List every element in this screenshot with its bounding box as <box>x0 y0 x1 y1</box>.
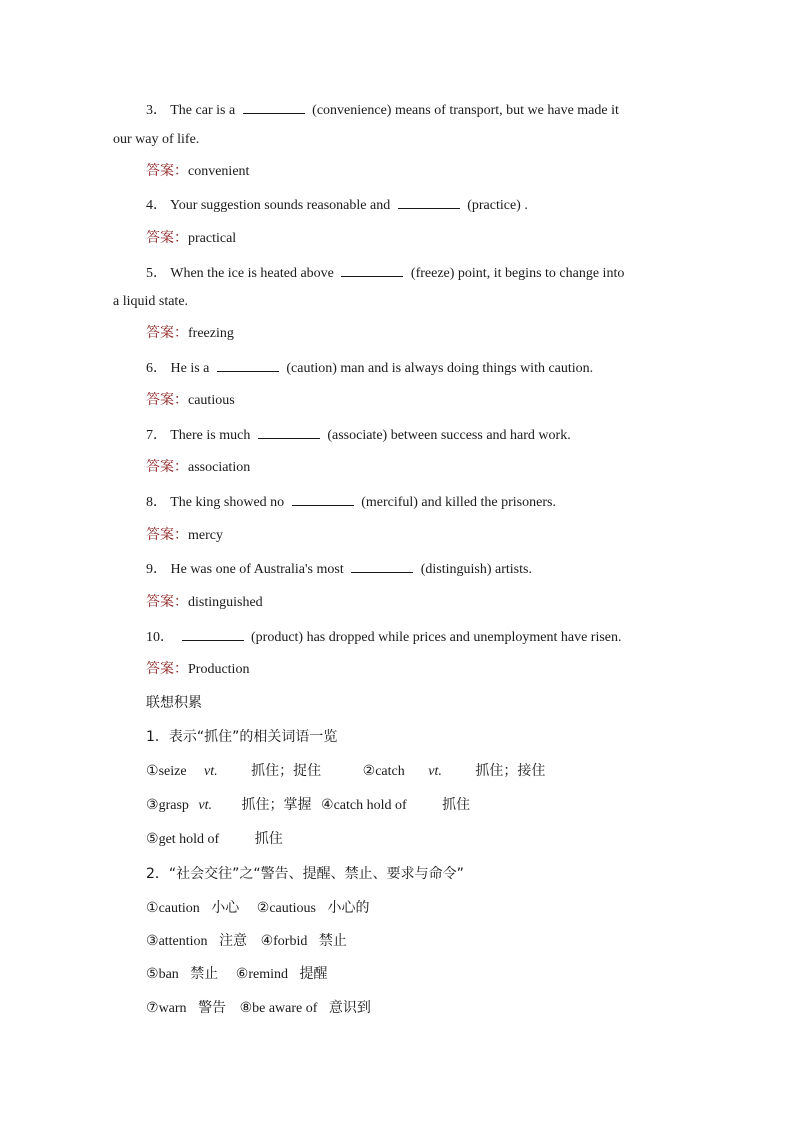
vocab-item <box>146 1001 230 1016</box>
vocab-word: be aware of <box>252 1001 318 1016</box>
vocab-word: seize <box>158 764 187 779</box>
question-hint: (convenience) means of transport, but we have made it <box>312 103 619 118</box>
item-number: ⑤ <box>146 967 159 982</box>
question-number: 4． <box>146 198 167 213</box>
question-number: 10． <box>146 630 174 645</box>
question-text: The king showed no <box>170 495 285 510</box>
vocab-word: get hold of <box>158 832 220 847</box>
answer-blank <box>258 424 320 439</box>
question-hint: (practice) . <box>467 198 528 213</box>
answer-6 <box>146 390 235 411</box>
answer-text: Production <box>188 662 250 677</box>
answer-blank <box>341 262 403 277</box>
part-of-speech: vt. <box>428 764 442 779</box>
question-hint: (associate) between success and hard work. <box>327 428 571 443</box>
vocab-word: caution <box>158 901 200 916</box>
vocab-item <box>321 798 470 813</box>
item-number: ⑤ <box>146 832 159 847</box>
answer-text: cautious <box>188 393 235 408</box>
answer-9 <box>146 592 263 613</box>
question-text-continued: our way of life. <box>113 132 200 147</box>
group2-row-3 <box>146 964 328 985</box>
group1-row-1 <box>146 761 545 782</box>
answer-label: 答案： <box>146 163 188 179</box>
vocab-word: forbid <box>273 934 308 949</box>
group2-row-1 <box>146 898 370 919</box>
answer-8 <box>146 525 223 546</box>
vocab-item <box>146 832 283 847</box>
answer-label: 答案： <box>146 527 188 543</box>
vocab-word: warn <box>158 1001 187 1016</box>
group2-title: 2．“社会交往”之“警告、提醒、禁止、要求与命令” <box>146 866 464 882</box>
answer-label: 答案： <box>146 325 188 341</box>
vocab-meaning: 抓住 <box>442 797 471 813</box>
item-number: ⑥ <box>235 967 249 982</box>
question-hint: (distinguish) artists. <box>420 562 532 577</box>
vocab-item <box>146 901 243 916</box>
group2-row-2 <box>146 931 347 952</box>
question-10 <box>146 626 622 648</box>
vocab-item <box>146 764 325 779</box>
question-5 <box>146 262 624 284</box>
question-9 <box>146 558 532 580</box>
vocab-meaning: 禁止 <box>190 966 219 982</box>
question-text: There is much <box>170 428 251 443</box>
answer-text: distinguished <box>188 595 263 610</box>
question-text: He is a <box>170 361 210 376</box>
answer-blank <box>351 558 413 573</box>
vocab-item <box>236 967 328 982</box>
vocab-word: catch hold of <box>333 798 407 813</box>
question-number: 3． <box>146 103 167 118</box>
question-4 <box>146 194 528 216</box>
vocab-meaning: 意识到 <box>328 1000 371 1016</box>
part-of-speech: vt. <box>198 798 212 813</box>
item-number: ② <box>256 901 270 916</box>
group1-row-2 <box>146 795 470 816</box>
group1-row-3 <box>146 829 283 850</box>
vocab-meaning: 小心的 <box>327 900 370 916</box>
answer-blank <box>217 357 279 372</box>
question-5-continued <box>113 292 188 312</box>
answer-4 <box>146 228 236 249</box>
vocab-word: catch <box>375 764 405 779</box>
vocab-item <box>363 764 546 779</box>
vocab-item <box>240 1001 371 1016</box>
answer-text: mercy <box>188 528 223 543</box>
answer-text: freezing <box>188 326 234 341</box>
vocab-item <box>146 798 315 813</box>
group1-title: 1．表示“抓住”的相关词语一览 <box>146 729 338 745</box>
question-hint: (merciful) and killed the prisoners. <box>361 495 556 510</box>
answer-label: 答案： <box>146 230 188 246</box>
vocab-meaning: 抓住；掌握 <box>241 797 312 813</box>
item-number: ④ <box>321 798 334 813</box>
item-number: ① <box>146 901 159 916</box>
item-number: ③ <box>146 798 159 813</box>
question-7 <box>146 424 571 446</box>
question-text: When the ice is heated above <box>170 266 334 281</box>
answer-blank <box>182 626 244 641</box>
answer-10 <box>146 659 249 680</box>
vocab-item <box>257 901 370 916</box>
answer-3 <box>146 161 249 182</box>
answer-label: 答案： <box>146 594 188 610</box>
section-title: 联想积累 <box>146 695 202 711</box>
vocab-meaning: 小心 <box>211 900 240 916</box>
vocab-meaning: 警告 <box>198 1000 227 1016</box>
question-hint: (product) has dropped while prices and unemployment have risen. <box>251 630 622 645</box>
item-number: ③ <box>146 934 159 949</box>
question-3 <box>146 99 619 121</box>
question-6 <box>146 357 593 379</box>
item-number: ① <box>146 764 159 779</box>
answer-blank <box>398 194 460 209</box>
group2-row-4 <box>146 998 371 1019</box>
answer-text: convenient <box>188 164 250 179</box>
question-text: Your suggestion sounds reasonable and <box>169 198 391 213</box>
answer-5 <box>146 323 234 344</box>
question-number: 8． <box>146 495 167 510</box>
vocab-item <box>146 934 251 949</box>
vocab-meaning: 禁止 <box>318 933 347 949</box>
answer-7 <box>146 457 250 478</box>
question-number: 7． <box>146 428 167 443</box>
question-text-continued: a liquid state. <box>113 294 189 309</box>
vocab-word: ban <box>158 967 179 982</box>
question-number: 6． <box>146 361 167 376</box>
item-number: ⑦ <box>146 1001 159 1016</box>
answer-blank <box>292 491 354 506</box>
item-number: ⑧ <box>239 1001 253 1016</box>
part-of-speech: vt. <box>204 764 218 779</box>
question-text: He was one of Australia's most <box>170 562 344 577</box>
vocab-word: grasp <box>158 798 189 813</box>
question-number: 5． <box>146 266 167 281</box>
question-number: 9． <box>146 562 167 577</box>
answer-label: 答案： <box>146 392 188 408</box>
question-8 <box>146 491 556 513</box>
answer-blank <box>243 99 305 114</box>
vocab-word: remind <box>248 967 288 982</box>
vocab-meaning: 抓住；捉住 <box>251 763 322 779</box>
vocab-word: cautious <box>269 901 316 916</box>
vocab-item <box>261 934 347 949</box>
vocab-meaning: 抓住；接住 <box>475 763 546 779</box>
item-number: ④ <box>260 934 274 949</box>
vocab-word: attention <box>158 934 208 949</box>
item-number: ② <box>362 764 376 779</box>
question-hint: (freeze) point, it begins to change into <box>410 266 625 281</box>
question-hint: (caution) man and is always doing things with caution. <box>286 361 594 376</box>
vocab-meaning: 抓住 <box>254 831 283 847</box>
vocab-item <box>146 967 222 982</box>
question-3-continued <box>113 130 199 150</box>
answer-label: 答案： <box>146 661 188 677</box>
vocab-meaning: 注意 <box>219 933 248 949</box>
answer-label: 答案： <box>146 459 188 475</box>
answer-text: association <box>188 460 251 475</box>
vocab-meaning: 提醒 <box>299 966 328 982</box>
question-text: The car is a <box>170 103 236 118</box>
answer-text: practical <box>188 231 237 246</box>
